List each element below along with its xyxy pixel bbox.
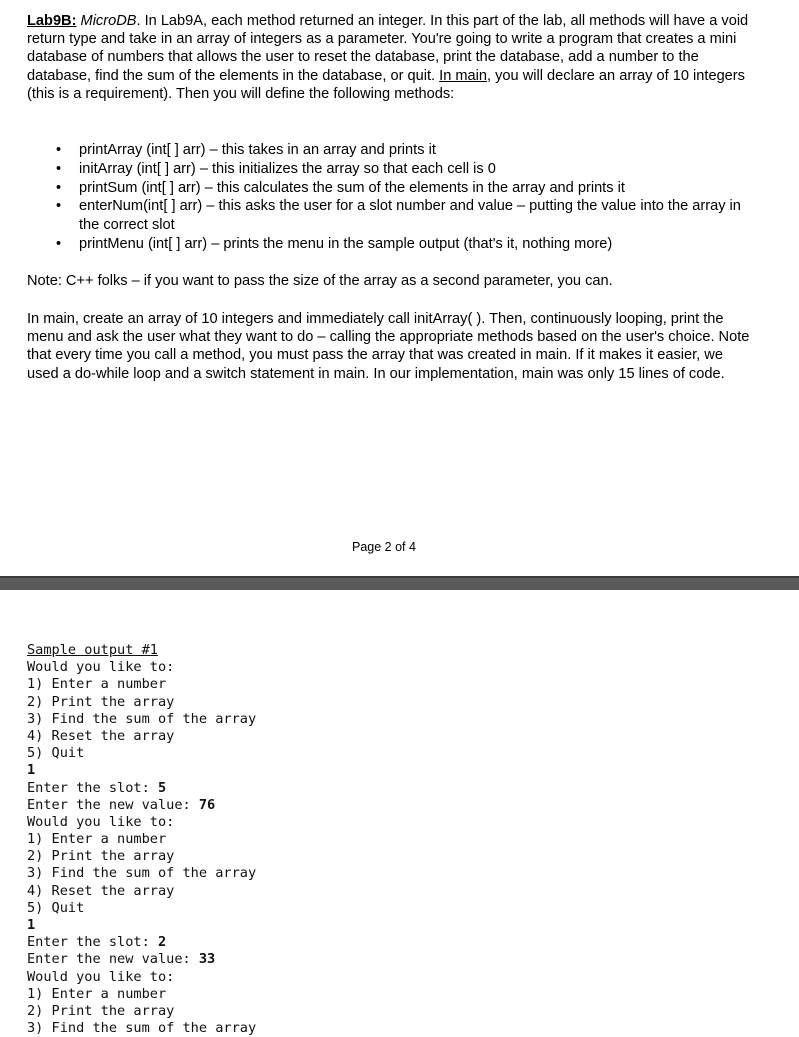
console-line <box>27 848 256 865</box>
method-item-enterNum: • enterNum(int[ ] arr) – this asks the user for a slot number and value – putting the value into the array in the correct slot <box>56 197 756 235</box>
console-line <box>27 814 256 831</box>
console-line <box>27 676 256 693</box>
console-prompt-text: 3) Find the sum of the array <box>27 710 257 727</box>
console-line <box>27 745 256 762</box>
console-line <box>27 711 256 728</box>
console-prompt-text: 5) Quit <box>27 899 85 916</box>
console-line <box>27 986 256 1003</box>
document-page-3 <box>0 590 799 1037</box>
console-prompt-text: Would you like to: <box>27 659 175 676</box>
console-line <box>27 1003 256 1020</box>
console-prompt-text: 4) Reset the array <box>27 882 175 899</box>
console-prompt-text: 2) Print the array <box>27 1002 175 1019</box>
console-line <box>27 728 256 745</box>
sample-output-title: Sample output #1 <box>27 642 158 658</box>
console-user-input: 1 <box>27 762 36 779</box>
console-user-input: 2 <box>157 934 167 951</box>
console-line <box>27 659 256 676</box>
sample-output-block <box>27 642 256 1037</box>
intro-text-part2: , you will declare an array of 10 integers (this is a requirement). Then you will define the following methods: <box>27 67 745 102</box>
console-line <box>27 831 256 848</box>
console-line <box>27 969 256 986</box>
console-line <box>27 883 256 900</box>
console-prompt-text: 1) Enter a number <box>27 985 167 1002</box>
console-line <box>27 780 256 797</box>
console-line <box>27 917 256 934</box>
intro-text-part1: . In Lab9A, each method returned an integer. In this part of the lab, all methods will have a void return type and take in an array of integers as a parameter. You're going to write a program that creates a mini database of numbers that allows the user to reset the database, print the database, add a number to the database, find the sum of the elements in the database, or quit. <box>27 13 749 84</box>
console-prompt-text: Enter the slot: <box>27 779 158 796</box>
console-line <box>27 762 256 779</box>
console-user-input: 33 <box>198 951 216 968</box>
note-paragraph: Note: C++ folks – if you want to pass the size of the array as a second parameter, you can. <box>27 273 613 289</box>
method-item-initArray: • initArray (int[ ] arr) – this initializes the array so that each cell is 0 <box>56 160 756 179</box>
console-user-input: 5 <box>157 779 167 796</box>
console-line <box>27 934 256 951</box>
lab-title: Lab9B: <box>27 13 77 29</box>
method-item-printArray: • printArray (int[ ] arr) – this takes in an array and prints it <box>56 141 756 160</box>
console-prompt-text: Enter the new value: <box>27 951 199 968</box>
lab-subtitle: MicroDB <box>80 13 137 29</box>
console-line <box>27 865 256 882</box>
console-line <box>27 694 256 711</box>
console-user-input: 76 <box>198 796 216 813</box>
method-item-printMenu: • printMenu (int[ ] arr) – prints the menu in the sample output (that's it, nothing more) <box>56 235 756 254</box>
console-prompt-text: 1) Enter a number <box>27 676 167 693</box>
console-prompt-text: Would you like to: <box>27 813 175 830</box>
console-line <box>27 797 256 814</box>
console-prompt-text: 1) Enter a number <box>27 831 167 848</box>
console-prompt-text: Enter the new value: <box>27 796 199 813</box>
console-line <box>27 900 256 917</box>
console-prompt-text: 3) Find the sum of the array <box>27 1020 257 1037</box>
page-divider <box>0 576 799 590</box>
methods-list <box>56 141 756 254</box>
in-main-underlined: In main <box>439 67 487 84</box>
console-prompt-text: 2) Print the array <box>27 693 175 710</box>
console-prompt-text: 2) Print the array <box>27 848 175 865</box>
console-prompt-text: Would you like to: <box>27 968 175 985</box>
intro-paragraph <box>27 12 757 103</box>
console-prompt-text: 3) Find the sum of the array <box>27 865 257 882</box>
console-prompt-text: Enter the slot: <box>27 934 158 951</box>
method-item-printSum: • printSum (int[ ] arr) – this calculates the sum of the elements in the array and prints it <box>56 179 756 198</box>
page-number: Page 2 of 4 <box>352 540 416 554</box>
console-line <box>27 951 256 968</box>
console-prompt-text: 5) Quit <box>27 745 85 762</box>
console-user-input: 1 <box>27 917 36 933</box>
console-line <box>27 1020 256 1037</box>
console-prompt-text: 4) Reset the array <box>27 727 175 744</box>
main-instructions-paragraph: In main, create an array of 10 integers and immediately call initArray( ). Then, continuously looping, print the menu and ask the user what they want to do – calling the appropriate methods based on the user's choice. Note that every time you call a method, you must pass the array that was created in main. If it makes it easier, we used a do-while loop and a switch statement in main. In our implementation, main was only 15 lines of code. <box>27 311 750 382</box>
